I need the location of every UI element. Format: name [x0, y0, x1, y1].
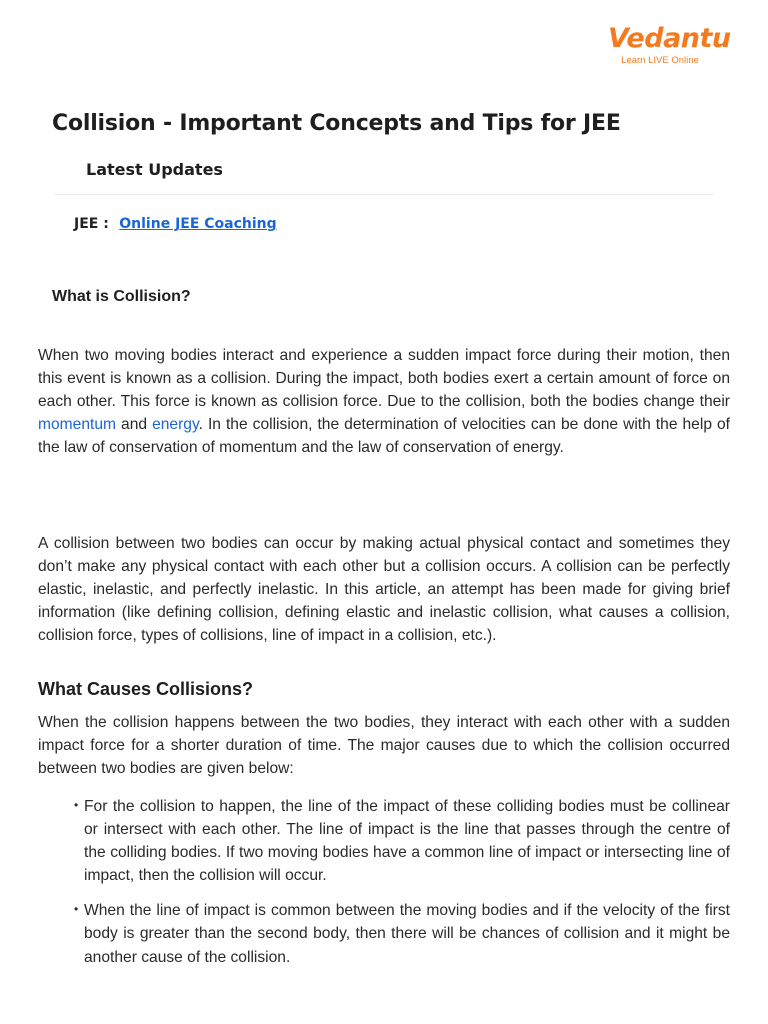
logo-tagline: Learn LIVE Online	[621, 55, 699, 66]
collision-definition-paragraph	[38, 344, 730, 459]
list-item	[74, 795, 730, 887]
vedantu-logo[interactable]	[608, 22, 731, 66]
causes-intro-paragraph: When the collision happens between the two bodies, they interact with each other with a sudden impact force for a shorter duration of time. The major causes due to which the collision occurred between two bodies are given below:	[38, 714, 730, 778]
what-causes-collisions-heading: What Causes Collisions?	[38, 679, 254, 699]
list-item-text: For the collision to happen, the line of the impact of these colliding bodies must be collinear or intersect with each other. The line of impact is the line that passes through the centre of the colliding bodies. If two moving bodies have a common line of impact or intersecting line of impact, then the collision will occur.	[84, 798, 730, 885]
paragraph-text: When two moving bodies interact and experience a sudden impact force during their motion, then this event is known as a collision. During the impact, both bodies exert a certain amount of force on each other. This force is known as collision force. Due to the collision, both the bodies change their	[38, 347, 730, 411]
bullet-icon: •	[74, 798, 79, 812]
jee-updates-row	[74, 216, 277, 232]
momentum-link[interactable]: momentum	[38, 416, 116, 434]
energy-link[interactable]: energy	[152, 416, 199, 434]
latest-updates-heading: Latest Updates	[86, 160, 223, 179]
bullet-icon: •	[74, 902, 79, 917]
list-item-text: When the line of impact is common between the moving bodies and if the velocity of the first body is greater than the second body, then there will be chances of collision and it might be another cause of the collision.	[84, 902, 730, 966]
causes-bullet-list	[0, 795, 730, 969]
paragraph-text: and	[116, 416, 153, 434]
collision-types-paragraph: A collision between two bodies can occur by making actual physical contact and sometimes they don’t make any physical contact with each other but a collision occurs. A collision can be perfectly elastic, inelastic, and perfectly inelastic. In this article, an attempt has been made for giving brief information (like defining collision, defining elastic and inelastic collision, what causes a collision, collision force, types of collisions, line of impact in a collision, etc.).	[38, 535, 730, 645]
online-jee-coaching-link[interactable]: Online JEE Coaching	[119, 216, 277, 232]
what-is-collision-heading: What is Collision?	[52, 288, 191, 305]
list-item	[74, 899, 730, 968]
paragraph-text: . In the collision, the determination of velocities can be done with the help of the law of conservation of momentum and the law of conservation of energy.	[38, 416, 731, 457]
jee-label: JEE :	[74, 216, 109, 232]
page-title: Collision - Important Concepts and Tips for JEE	[52, 111, 621, 136]
section-divider	[54, 194, 714, 195]
logo-wordmark: Vedantu	[608, 23, 731, 54]
